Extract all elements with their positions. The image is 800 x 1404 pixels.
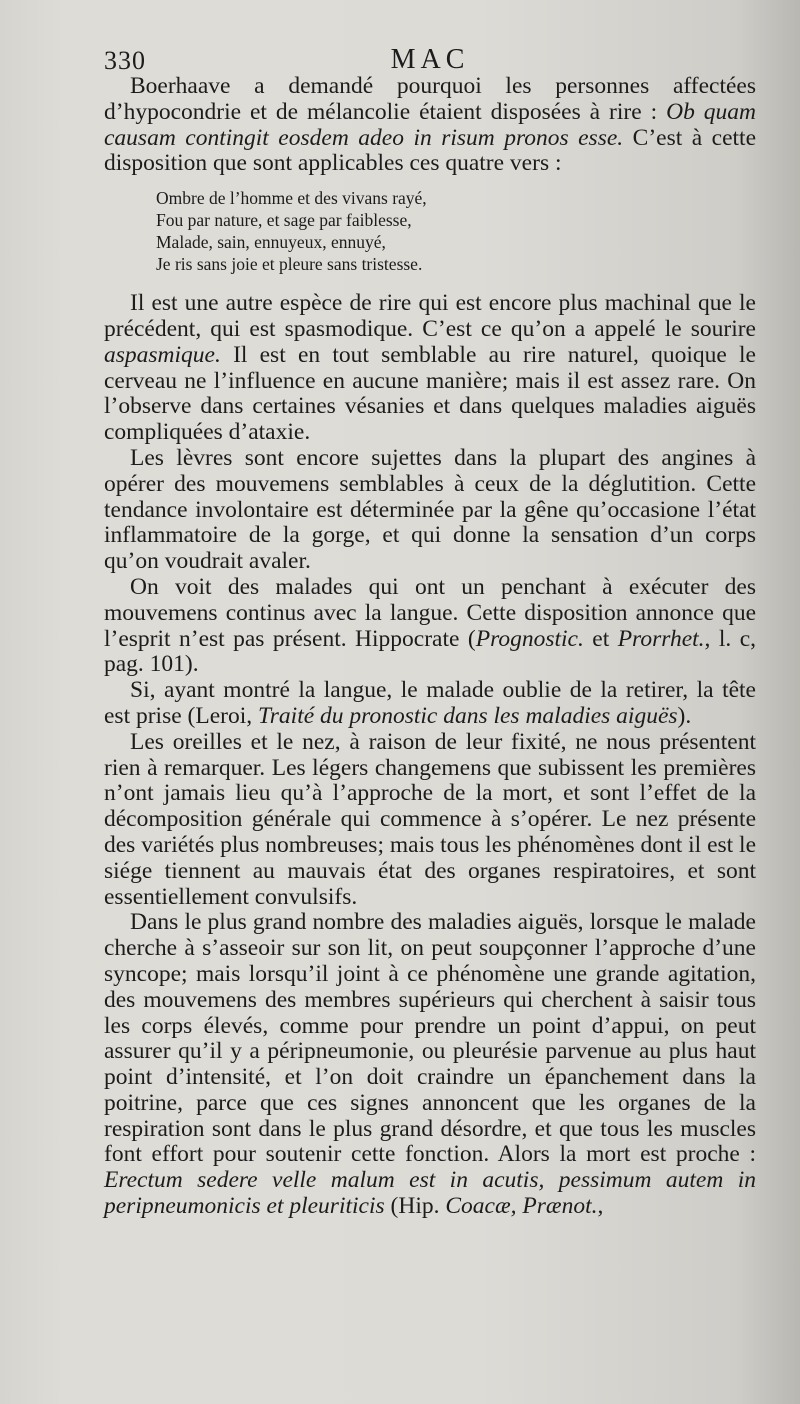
italic-citation: Traité du pronostic dans les maladies aiguës: [258, 702, 678, 729]
paragraph-oreilles: [104, 730, 756, 911]
paragraph-text: ,: [597, 1193, 604, 1220]
paragraph-text: ).: [677, 702, 692, 729]
paragraph-maladies-aigues: [104, 910, 756, 1220]
paragraph-text: (Hip.: [384, 1193, 446, 1220]
verse-quote: [156, 187, 756, 275]
page-number: 330: [104, 46, 146, 75]
paragraph-text: On voit des malades qui ont un penchant à exécuter des mouvemens continus avec la langue. Cette disposition annonce que l’esprit n’est pas présent. Hippocrate (: [104, 573, 756, 652]
paragraph-text: Dans le plus grand nombre des maladies aiguës, lorsque le malade cherche à s’asseoir sur son lit, on peut soupçonner l’approche d’une syncope; mais lorsqu’il joint à ce phénomène une grande agitation, des mouvemens des membres supérieurs qui cherchent à saisir tous les corps élevés, comme pour prendre un point d’appui, on peut assurer qu’il y a péripneumonie, ou pleurésie parvenue au plus haut point d’intensité, et l’on doit craindre un épanchement dans la poitrine, parce que ces signes annoncent que les organes de la respiration sont dans le plus grand désordre, et que tous les muscles font effort pour soutenir cette fonction. Alors la mort est proche :: [104, 909, 756, 1168]
paragraph-langue: [104, 575, 756, 678]
italic-term: aspasmique.: [104, 341, 221, 368]
page-body: [104, 74, 756, 1220]
verse-line: Malade, sain, ennuyeux, ennuyé,: [156, 232, 386, 253]
paragraph-text: Les lèvres sont encore sujettes dans la plupart des angines à opérer des mouvemens semblables à ceux de la déglutition. Cette tendance involontaire est déterminée par la gêne qu’occasione l’état inflammatoire de la gorge, et qui donne la sensation d’un corps qu’on voudrait avaler.: [104, 444, 756, 575]
paragraph-levres: [104, 446, 756, 575]
latin-quote: Erectum sedere velle malum est in acutis, pessimum autem in peripneumonicis et pleuriticis: [104, 1167, 756, 1220]
verse-line: Je ris sans joie et pleure sans tristesse.: [156, 254, 423, 275]
paragraph-text: et: [583, 625, 618, 652]
paragraph-text: Il est en tout semblable au rire naturel, quoique le cerveau ne l’influence en aucune manière; mais il est assez rare. On l’observe dans certaines vésanies et dans quelques maladies aiguës compliquées d’ataxie.: [104, 341, 756, 446]
italic-citation: Prognostic.: [475, 625, 584, 652]
verse-line: Ombre de l’homme et des vivans rayé,: [156, 188, 427, 209]
paragraph-sourire: [104, 291, 756, 446]
italic-citation: Coacæ, Prænot.: [445, 1193, 598, 1220]
paragraph-text: , l. c, pag. 101).: [104, 625, 757, 678]
paragraph-text: Les oreilles et le nez, à raison de leur fixité, ne nous présentent rien à remarquer. Les légers changemens que subissent les premières n’ont jamais lieu qu’à l’approche de la mort, et sont l’effet de la décomposition générale qui commence à s’opérer. Le nez présente des variétés plus nombreuses; mais tous les phénomènes dont il est le siége tiennent au mauvais état des organes respiratoires, et sont essentiellement convulsifs.: [104, 728, 757, 910]
paragraph-tete: [104, 678, 756, 730]
verse-line: Fou par nature, et sage par faiblesse,: [156, 210, 412, 231]
latin-quote: Ob quam causam contingit eosdem adeo in risum pronos esse.: [104, 98, 756, 151]
paragraph-text: Si, ayant montré la langue, le malade oublie de la retirer, la tête est prise (Leroi,: [104, 677, 756, 729]
running-head: MAC: [390, 44, 470, 75]
paragraph-text: C’est à cette disposition que sont applicables ces quatre vers :: [104, 124, 756, 177]
paragraph-boerhaave: [104, 74, 756, 177]
paragraph-text: Il est une autre espèce de rire qui est encore plus machinal que le précédent, qui est spasmodique. C’est ce qu’on a appelé le sourire: [104, 290, 756, 342]
paragraph-text: Boerhaave a demandé pourquoi les personnes affectées d’hypocondrie et de mélancolie étaient disposées à rire :: [104, 73, 756, 125]
italic-citation: Prorrhet.: [617, 625, 705, 652]
